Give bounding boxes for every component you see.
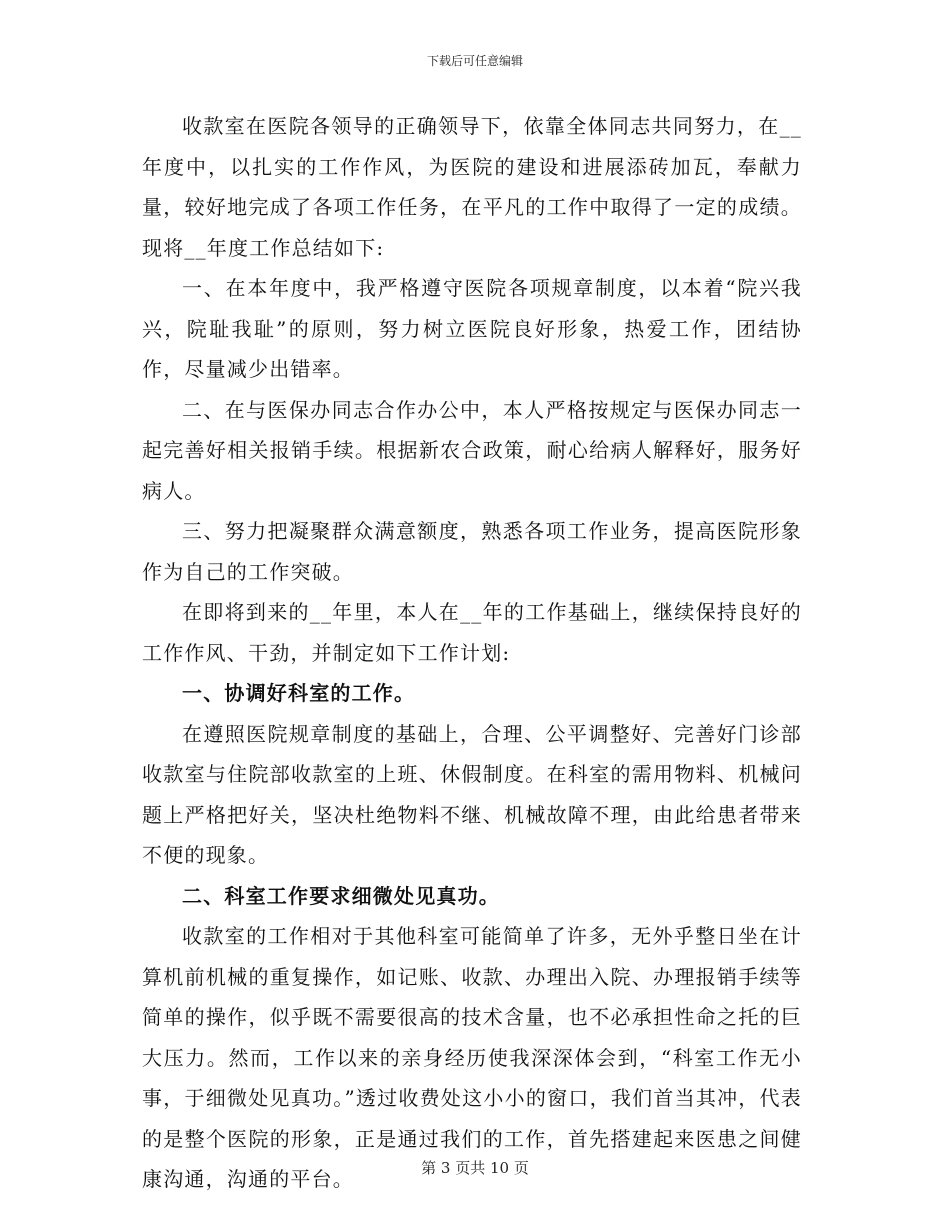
page-number: 第 3 页共 10 页 [421, 1159, 529, 1177]
item-two-paragraph: 二、在与医保办同志合作办公中，本人严格按规定与医保办同志一起完善好相关报销手续。根据新农合政策，耐心给病人解释好，服务好病人。 [142, 397, 802, 503]
item-three-paragraph: 三、努力把凝聚群众满意额度，熟悉各项工作业务，提高医院形象作为自己的工作突破。 [142, 519, 802, 584]
document-body [142, 106, 802, 1200]
page-header: 下载后可任意编辑 [426, 54, 523, 68]
plan-intro-paragraph: 在即将到来的__年里，本人在__年的工作基础上，继续保持良好的工作作风、干劲，并制定如下工作计划: [142, 600, 802, 665]
section-heading-detail: 二、科室工作要求细微处见真功。 [182, 883, 500, 908]
item-one-paragraph: 一、在本年度中，我严格遵守医院各项规章制度，以本着“院兴我兴，院耻我耻”的原则，努力树立医院良好形象，热爱工作，团结协作，尽量减少出错率。 [142, 276, 802, 381]
coordinate-paragraph: 在遵照医院规章制度的基础上，合理、公平调整好、完善好门诊部收款室与住院部收款室的上班、休假制度。在科室的需用物料、机械问题上严格把好关，坚决杜绝物料不继、机械故障不理，由此给患者带来不便的现象。 [142, 721, 802, 867]
section-heading-coordinate: 一、协调好科室的工作。 [182, 681, 416, 705]
detail-paragraph: 收款室的工作相对于其他科室可能简单了许多，无外乎整日坐在计算机前机械的重复操作，如记账、收款、办理出入院、办理报销手续等简单的操作，似乎既不需要很高的技术含量，也不必承担性命之托的巨大压力。然而，工作以来的亲身经历使我深深体会到，“科室工作无小事，于细微处见真功。”透过收费处这小小的窗口，我们首当其冲，代表的是整个医院的形象，正是通过我们的工作，首先搭建起来医患之间健康沟通，沟通的平台。 [142, 924, 802, 1191]
intro-paragraph: 收款室在医院各领导的正确领导下，依靠全体同志共同努力，在__年度中，以扎实的工作作风，为医院的建设和进展添砖加瓦，奉献力量，较好地完成了各项工作任务，在平凡的工作中取得了一定的成绩。现将__年度工作总结如下: [142, 114, 802, 260]
